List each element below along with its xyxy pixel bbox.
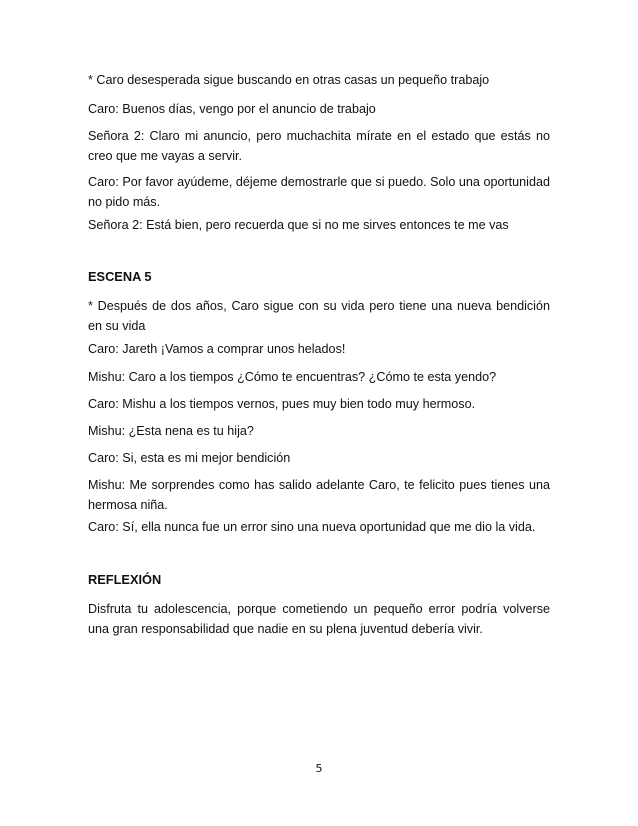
- reflection-heading: REFLEXIÓN: [88, 572, 162, 587]
- reflection-text: Disfruta tu adolescencia, porque cometiendo un pequeño error podría volverse una gran responsabilidad que nadie en su plena juventud debería vivir.: [88, 602, 550, 636]
- dialogue-senora-accept: Señora 2: Está bien, pero recuerda que si no me sirves entonces te me vas: [88, 218, 509, 232]
- dialogue-mishu-greeting: Mishu: Caro a los tiempos ¿Cómo te encuentras? ¿Cómo te esta yendo?: [88, 370, 497, 384]
- dialogue-caro-greeting: Caro: Buenos días, vengo por el anuncio de trabajo: [88, 102, 376, 116]
- dialogue-caro-jareth: Caro: Jareth ¡Vamos a comprar unos helados!: [88, 342, 346, 356]
- dialogue-caro-response: Caro: Mishu a los tiempos vernos, pues muy bien todo muy hermoso.: [88, 397, 476, 411]
- dialogue-mishu-congrats: Mishu: Me sorprendes como has salido adelante Caro, te felicito pues tienes una hermosa niña.: [88, 478, 550, 512]
- page-number: 5: [315, 762, 323, 775]
- scene-heading: ESCENA 5: [88, 269, 152, 284]
- stage-direction-job-search: * Caro desesperada sigue buscando en otras casas un pequeño trabajo: [88, 73, 490, 87]
- dialogue-senora-reply: Señora 2: Claro mi anuncio, pero muchachita mírate en el estado que estás no creo que me vayas a servir.: [88, 129, 550, 163]
- dialogue-caro-blessing: Caro: Si, esta es mi mejor bendición: [88, 451, 291, 465]
- dialogue-mishu-question: Mishu: ¿Esta nena es tu hija?: [88, 424, 254, 438]
- dialogue-caro-closing: Caro: Sí, ella nunca fue un error sino una nueva oportunidad que me dio la vida.: [88, 520, 536, 534]
- dialogue-caro-plea: Caro: Por favor ayúdeme, déjeme demostrarle que si puedo. Solo una oportunidad no pido más.: [88, 175, 550, 209]
- stage-direction-two-years: * Después de dos años, Caro sigue con su vida pero tiene una nueva bendición en su vida: [88, 299, 550, 333]
